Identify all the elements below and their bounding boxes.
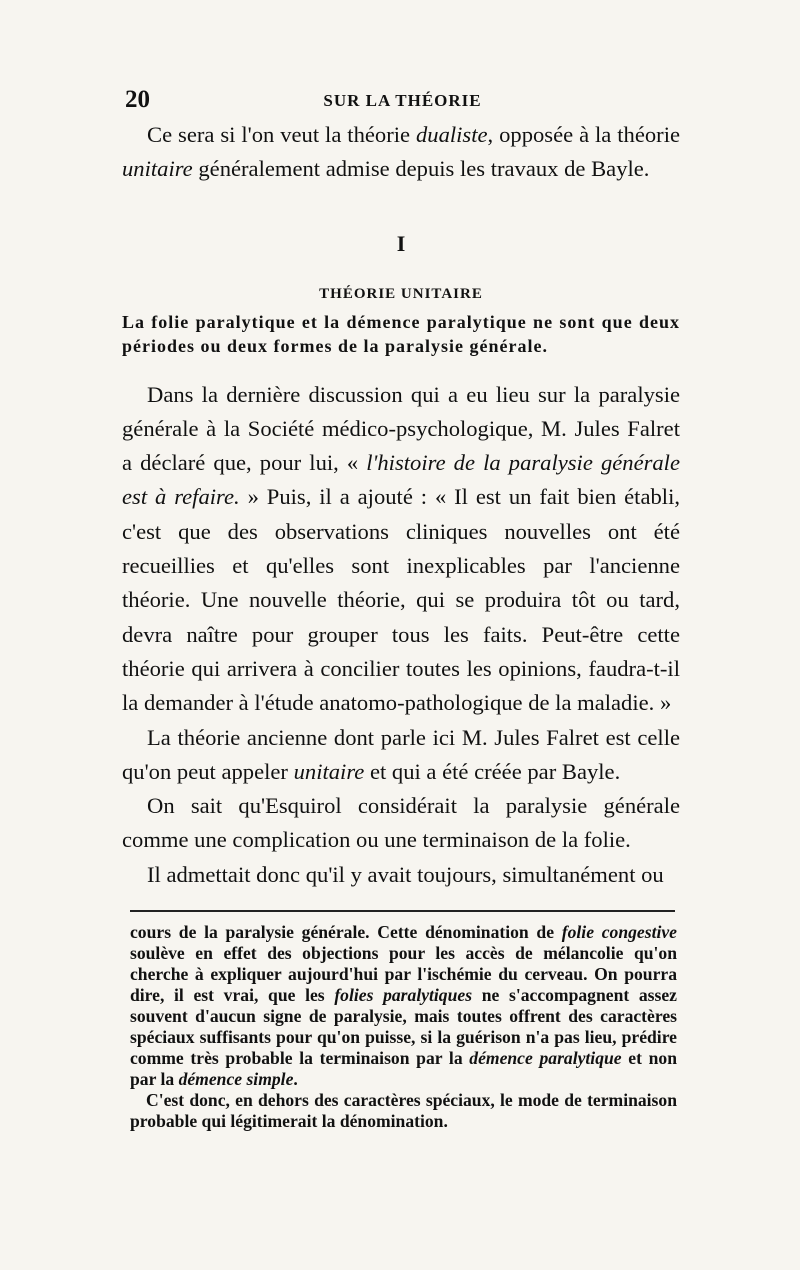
italic-term: démence simple xyxy=(178,1069,294,1089)
text-run: Ce sera si l'on veut la théorie xyxy=(147,122,416,147)
italic-term: unitaire xyxy=(122,156,193,182)
text-run: La théorie ancienne dont parle ici M. Jules Falret est celle qu'on peut appeler xyxy=(122,724,680,784)
section-number: I xyxy=(396,230,406,256)
intro-paragraph xyxy=(122,118,680,187)
footnote-paragraph-2: C'est donc, en dehors des caractères spéciaux, le mode de terminaison probable qui légitimerait la dénomination. xyxy=(130,1090,677,1131)
footnote-rule xyxy=(130,910,675,912)
text-run: » Puis, il a ajouté : « Il est un fait bien établi, c'est que des observations cliniques nouvelles ont été recueillies et qu'elles sont inexplicables par l'ancienne théorie. Une nouvelle théorie, qui se produira tôt ou tard, devra naître pour grouper tous les faits. Peut-être cette théorie qui arrivera à concilier toutes les opinions, faudra-t-il la demander à l'étude anatomo-pathologique de la maladie. » xyxy=(122,484,680,716)
main-text xyxy=(122,118,680,892)
text-run: , opposée à la théorie xyxy=(487,122,680,147)
paragraph-continued: Il admettait donc qu'il y avait toujours, simultanément ou xyxy=(147,861,664,887)
text-run: soulève en effet des objections pour les accès de mélancolie qu'on cherche à expliquer aujourd'hui par l'ischémie du cerveau. On pourra dire, il est vrai, que les xyxy=(130,943,677,1005)
footnotes xyxy=(130,922,677,1132)
italic-term: démence paralytique xyxy=(469,1048,622,1068)
text-run: et non par la xyxy=(130,1048,677,1089)
footnote-paragraph xyxy=(130,922,677,1090)
italic-term: dualiste xyxy=(415,122,488,147)
text-run: ne s'accompagnent assez souvent d'aucun signe de paralysie, mais toutes offrent des caractères spéciaux suffisants pour qu'on puisse, si la guérison n'a pas lieu, prédire comme très probable la terminaison par la xyxy=(130,985,677,1068)
paragraph-esquirol: On sait qu'Esquirol considérait la paralysie générale comme une complication ou une terminaison de la folie. xyxy=(122,793,680,853)
page-header xyxy=(125,86,680,116)
paragraph-falret xyxy=(122,378,680,721)
text-run: cours de la paralysie générale. Cette dénomination de xyxy=(130,922,562,942)
section-thesis: La folie paralytique et la démence paralytique ne sont que deux périodes ou deux formes de la paralysie générale. xyxy=(122,311,680,356)
page-number: 20 xyxy=(125,86,150,113)
paragraph-unitaire xyxy=(122,721,680,790)
text-run: Dans la dernière discussion qui a eu lieu sur la paralysie générale à la Société médico-psychologique, M. Jules Falret a déclaré que, pour lui, « xyxy=(122,381,680,476)
italic-quote: l'histoire de la paralysie générale est à refaire. xyxy=(122,450,680,510)
spacer xyxy=(122,358,680,378)
text-run: . xyxy=(293,1069,298,1089)
italic-term: folies paralytiques xyxy=(334,985,473,1005)
text-run: généralement admise depuis les travaux de Bayle. xyxy=(192,156,650,182)
text-run: et qui a été créée par Bayle. xyxy=(364,758,621,784)
italic-term: folie congestive xyxy=(561,922,677,942)
running-title: SUR LA THÉORIE xyxy=(323,91,482,110)
italic-term: unitaire xyxy=(293,758,365,784)
section-title: THÉORIE UNITAIRE xyxy=(319,285,483,302)
